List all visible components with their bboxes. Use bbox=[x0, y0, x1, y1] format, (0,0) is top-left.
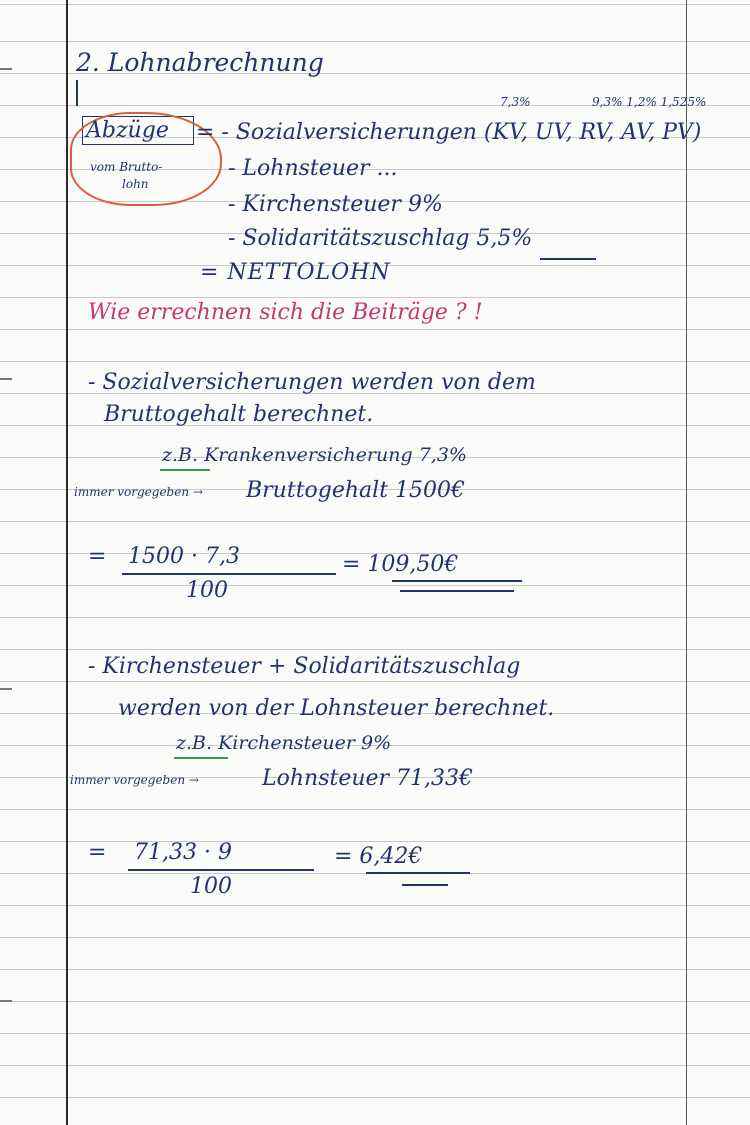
solidarity-underline bbox=[540, 258, 596, 260]
deduction-income-tax: - Lohnsteuer ... bbox=[228, 156, 398, 181]
social-fraction-bar bbox=[122, 573, 336, 575]
social-example: z.B. Krankenversicherung 7,3% bbox=[162, 444, 467, 466]
church-given-value: Lohnsteuer 71,33€ bbox=[262, 766, 474, 791]
page-title: 2. Lohnabrechnung bbox=[76, 48, 324, 77]
right-margin-line bbox=[686, 0, 687, 1125]
binder-mark bbox=[0, 378, 12, 380]
deduction-church-tax: - Kirchensteuer 9% bbox=[228, 192, 443, 217]
question-heading: Wie errechnen sich die Beiträge ? ! bbox=[88, 300, 483, 325]
church-example: z.B. Kirchensteuer 9% bbox=[176, 732, 392, 754]
church-section-line-2: werden von der Lohnsteuer berechnet. bbox=[118, 696, 555, 721]
rates-others: 9,3% 1,2% 1,525% bbox=[592, 95, 707, 109]
deductions-label-sub-1: vom Brutto- bbox=[90, 160, 163, 174]
church-given-note: immer vorgegeben → bbox=[70, 773, 199, 787]
church-eq-prefix: = bbox=[88, 840, 107, 865]
church-fraction-bar bbox=[128, 869, 314, 871]
church-result-underline-2 bbox=[402, 884, 448, 886]
example-underline bbox=[174, 757, 228, 759]
social-result-underline-2 bbox=[400, 590, 514, 592]
social-section-line-1: - Sozialversicherungen werden von dem bbox=[88, 370, 536, 395]
social-section-line-2: Bruttogehalt berechnet. bbox=[104, 402, 374, 427]
net-salary-result: = NETTOLOHN bbox=[200, 260, 391, 285]
social-given-note: immer vorgegeben → bbox=[74, 485, 203, 499]
deduction-social-insurance: = - Sozialversicherungen (KV, UV, RV, AV, PV) bbox=[196, 120, 702, 145]
example-underline bbox=[160, 469, 210, 471]
deductions-label: Abzüge bbox=[86, 118, 169, 143]
church-numerator: 71,33 · 9 bbox=[134, 840, 232, 865]
title-bracket bbox=[76, 80, 78, 106]
deduction-solidarity: - Solidaritätszuschlag 5,5% bbox=[228, 226, 533, 251]
social-denominator: 100 bbox=[186, 578, 228, 603]
church-result: = 6,42€ bbox=[334, 844, 423, 869]
social-eq-prefix: = bbox=[88, 544, 107, 569]
church-section-line-1: - Kirchensteuer + Solidaritätszuschlag bbox=[88, 654, 521, 679]
binder-mark bbox=[0, 688, 12, 690]
social-result: = 109,50€ bbox=[342, 552, 459, 577]
deductions-label-sub-2: lohn bbox=[122, 177, 149, 191]
binder-mark bbox=[0, 68, 12, 70]
binder-mark bbox=[0, 1000, 12, 1002]
social-numerator: 1500 · 7,3 bbox=[128, 544, 240, 569]
left-margin-line bbox=[66, 0, 68, 1125]
church-result-underline-1 bbox=[366, 872, 470, 874]
social-given-value: Bruttogehalt 1500€ bbox=[246, 478, 466, 503]
social-result-underline-1 bbox=[392, 580, 522, 582]
church-denominator: 100 bbox=[190, 874, 232, 899]
rate-kv: 7,3% bbox=[500, 95, 531, 109]
